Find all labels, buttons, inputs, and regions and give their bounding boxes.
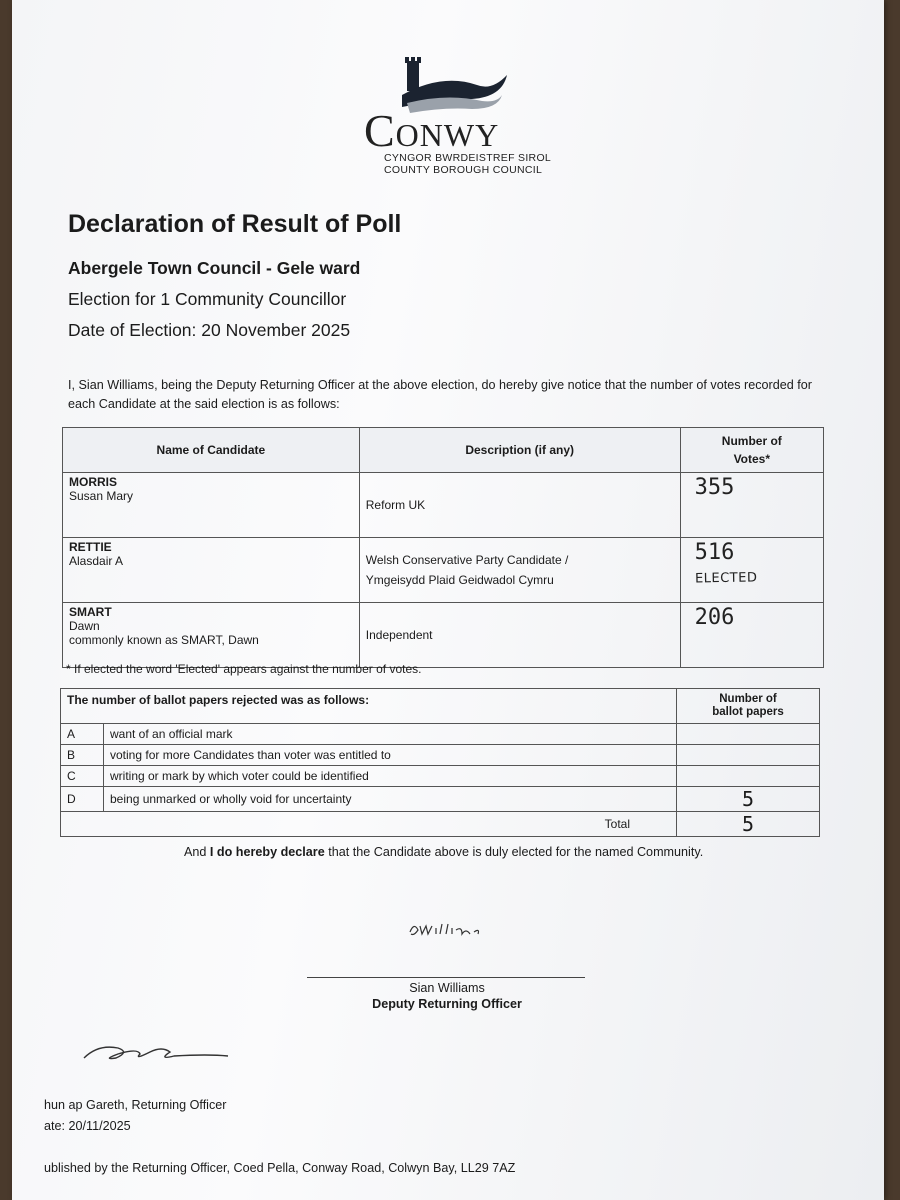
declaration-bold: I do hereby declare <box>209 845 325 859</box>
deputy-signature-icon <box>408 920 488 940</box>
table-row <box>63 538 824 603</box>
candidate-votes-cell <box>680 538 823 603</box>
table-row <box>61 787 820 812</box>
reason-text: voting for more Candidates than voter was entitled to <box>104 745 677 766</box>
candidate-surname: RETTIE <box>69 540 112 554</box>
election-for: Election for 1 Community Councillor <box>68 289 347 309</box>
reason-letter: B <box>61 745 104 766</box>
intro-notice: I, Sian Williams, being the Deputy Returning Officer at the above election, do hereby give notice that the number of votes recorded for each Candidate at the said election is as follows: <box>68 378 812 411</box>
reason-text: being unmarked or wholly void for uncertainty <box>104 787 677 812</box>
description-line: Welsh Conservative Party Candidate / <box>365 553 569 567</box>
page-title: Declaration of Result of Poll <box>68 210 402 238</box>
declaration-pre: And <box>184 845 210 859</box>
published-by: ublished by the Returning Officer, Coed Pella, Conway Road, Colwyn Bay, LL29 7AZ <box>44 1161 516 1175</box>
reason-letter: D <box>61 787 104 812</box>
reason-count <box>677 724 820 745</box>
logo-subtitle-welsh: CYNGOR BWRDEISTREF SIROL <box>384 152 552 164</box>
candidate-forenames: Susan Mary <box>69 489 134 503</box>
logo-subtitle <box>384 152 551 176</box>
candidate-surname: MORRIS <box>69 475 117 489</box>
rejected-ballots-table <box>60 688 820 837</box>
logo-wordmark: Conwy <box>364 105 500 156</box>
declaration-post: that the Candidate above is duly elected for the named Community. <box>324 845 704 859</box>
reason-count <box>677 745 820 766</box>
header-name: Name of Candidate <box>63 428 360 473</box>
header-votes-line2: Votes* <box>733 452 771 466</box>
date-line: ate: 20/11/2025 <box>44 1119 131 1133</box>
count-header-line1: Number of <box>719 693 777 705</box>
declaration-text <box>184 845 703 859</box>
signatory-role: Deputy Returning Officer <box>372 997 522 1011</box>
candidate-votes: 206 <box>694 605 735 630</box>
reason-text: writing or mark by which voter could be identified <box>104 766 677 787</box>
returning-officer: hun ap Gareth, Returning Officer <box>44 1098 227 1112</box>
count-header-line2: ballot papers <box>712 706 784 718</box>
table-row <box>63 603 824 668</box>
rejected-table-header <box>61 689 820 724</box>
candidate-votes-cell <box>680 473 823 538</box>
table-row <box>61 724 820 745</box>
candidate-forenames: Dawn <box>69 619 100 633</box>
candidate-name-cell <box>63 538 360 603</box>
candidate-forenames: Alasdair A <box>69 554 124 568</box>
reason-letter: A <box>61 724 104 745</box>
signatory-block <box>312 980 582 1012</box>
reason-count <box>677 766 820 787</box>
reason-count: 5 <box>677 787 820 812</box>
total-row <box>61 812 820 837</box>
header-votes <box>680 428 823 473</box>
rejected-count-header <box>677 689 820 724</box>
candidate-table <box>62 427 824 668</box>
logo-subtitle-english: COUNTY BOROUGH COUNCIL <box>384 164 543 176</box>
candidate-description <box>359 473 680 538</box>
paper-sheet <box>12 0 884 1200</box>
description-line: Independent <box>365 628 433 642</box>
reason-text: want of an official mark <box>104 724 677 745</box>
description-line: Reform UK <box>365 498 426 512</box>
signatory-name: Sian Williams <box>409 981 485 995</box>
signature-line <box>307 977 585 978</box>
candidate-known-as: commonly known as SMART, Dawn <box>69 633 259 647</box>
header-description: Description (if any) <box>359 428 680 473</box>
elected-footnote: * If elected the word 'Elected' appears against the number of votes. <box>66 662 422 676</box>
candidate-description <box>359 538 680 603</box>
candidate-description <box>359 603 680 668</box>
table-row <box>61 745 820 766</box>
returning-officer-signature-icon <box>78 1036 238 1066</box>
candidate-votes: 355 <box>694 475 735 500</box>
reason-letter: C <box>61 766 104 787</box>
council-ward: Abergele Town Council - Gele ward <box>68 258 361 278</box>
candidate-votes-cell <box>680 603 823 668</box>
candidate-name-cell <box>63 473 360 538</box>
rejected-header: The number of ballot papers rejected was as follows: <box>61 689 677 724</box>
total-count: 5 <box>677 812 820 837</box>
candidate-surname: SMART <box>69 605 112 619</box>
total-label: Total <box>61 812 677 837</box>
election-date: Date of Election: 20 November 2025 <box>68 320 351 340</box>
table-row <box>63 473 824 538</box>
candidate-table-header <box>63 428 824 473</box>
description-line-welsh: Ymgeisydd Plaid Geidwadol Cymru <box>365 573 554 587</box>
table-row <box>61 766 820 787</box>
elected-mark: ELECTED <box>694 570 758 587</box>
candidate-name-cell <box>63 603 360 668</box>
header-votes-line1: Number of <box>721 434 782 448</box>
candidate-votes: 516 <box>694 540 735 565</box>
